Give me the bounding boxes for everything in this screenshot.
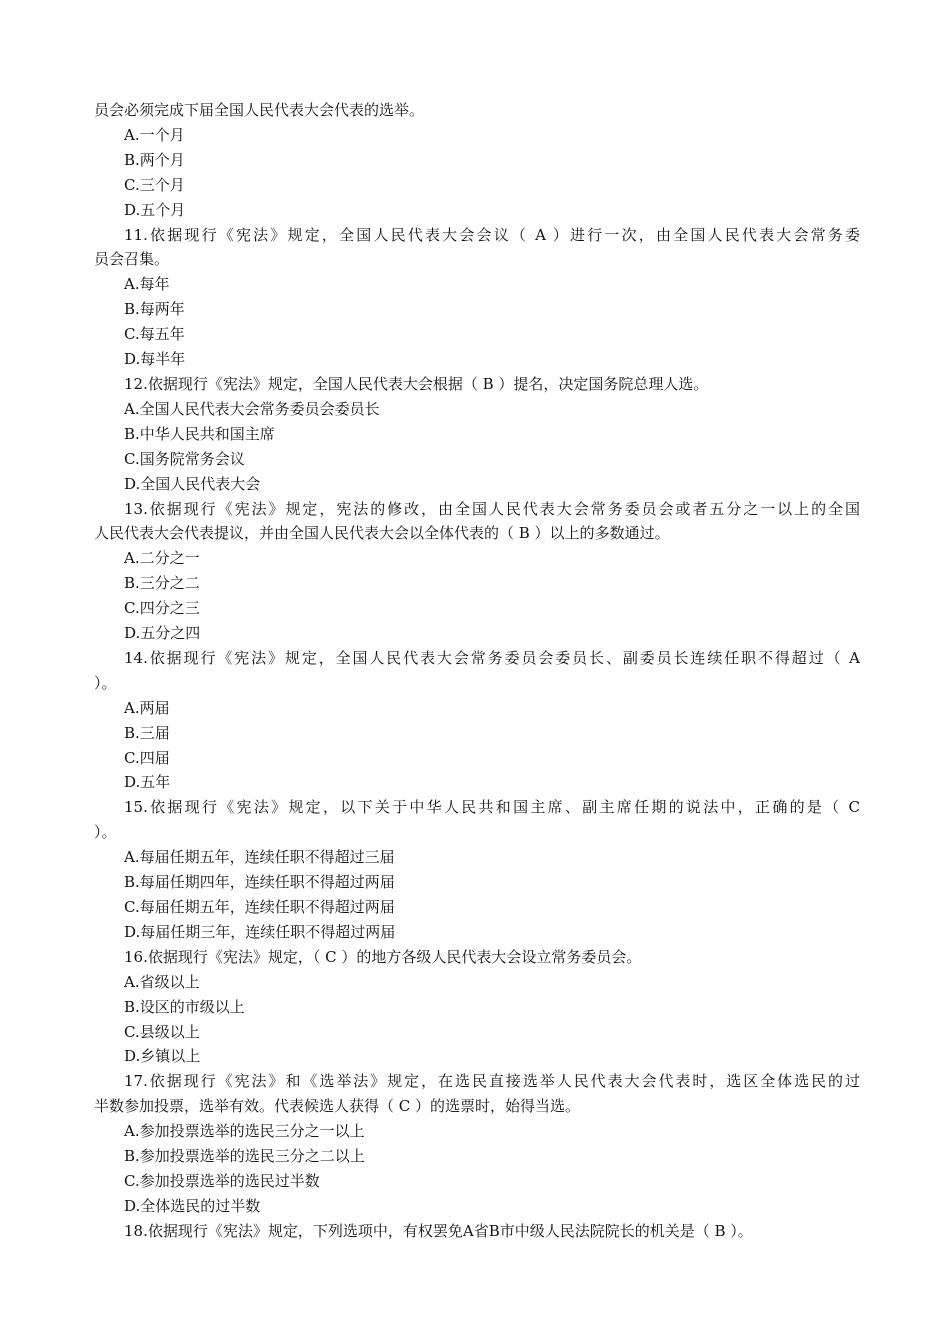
answer-option: B.每两年 <box>124 300 185 319</box>
answer-option: B.三届 <box>124 723 170 742</box>
answer-option: C.每五年 <box>124 325 185 344</box>
answer-option: C.三个月 <box>124 175 185 194</box>
answer-option: A.省级以上 <box>124 972 200 991</box>
answer-option: D.五年 <box>124 773 171 792</box>
answer-option: B.三分之二 <box>124 574 200 593</box>
question-stem-line: ）。 <box>94 823 117 842</box>
answer-option: B.参加投票选举的选民三分之二以上 <box>124 1147 365 1166</box>
answer-option: B.每届任期四年，连续任职不得超过两届 <box>124 873 395 892</box>
answer-option: D.每届任期三年，连续任职不得超过两届 <box>124 922 396 941</box>
answer-option: C.参加投票选举的选民过半数 <box>124 1171 320 1190</box>
answer-option: B.中华人民共和国主席 <box>124 424 275 443</box>
answer-option: D.五分之四 <box>124 624 201 643</box>
question-stem-line: 16.依据现行《宪法》规定，（ C ）的地方各级人民代表大会设立常务委员会。 <box>124 947 642 966</box>
answer-option: A.全国人民代表大会常务委员会委员长 <box>124 399 380 418</box>
answer-option: C.国务院常务会议 <box>124 449 245 468</box>
answer-option: B.两个月 <box>124 150 185 169</box>
question-stem-line: 半数参加投票，选举有效。代表候选人获得（ C ）的选票时，始得当选。 <box>94 1097 581 1116</box>
question-stem-line: 17.依据现行《宪法》和《选举法》规定，在选民直接选举人民代表大会代表时，选区全体选民的过 <box>124 1072 860 1091</box>
question-stem-line: 14.依据现行《宪法》规定，全国人民代表大会常务委员会委员长、副委员长连续任职不得超过（ A <box>124 648 860 667</box>
answer-option: C.每届任期五年，连续任职不得超过两届 <box>124 898 395 916</box>
answer-option: C.四届 <box>124 748 170 767</box>
question-block <box>94 372 860 497</box>
question-block <box>94 1069 860 1218</box>
document-page <box>94 98 860 1244</box>
answer-option: A.一个月 <box>124 125 185 144</box>
answer-option: A.两届 <box>124 698 170 717</box>
question-stem-line: 13.依据现行《宪法》规定，宪法的修改，由全国人民代表大会常务委员会或者五分之一以上的全国 <box>124 499 860 518</box>
question-stem-line: 员会召集。 <box>94 250 170 269</box>
answer-option: D.全国人民代表大会 <box>124 474 261 493</box>
question-block <box>94 223 860 372</box>
question-stem-line: 15.依据现行《宪法》规定，以下关于中华人民共和国主席、副主席任期的说法中，正确的是（ C <box>124 798 860 817</box>
question-block <box>94 795 860 944</box>
answer-option: A.二分之一 <box>124 549 200 568</box>
question-stem-line: 11.依据现行《宪法》规定，全国人民代表大会会议（ A ）进行一次，由全国人民代表大会常务委 <box>124 225 860 244</box>
answer-option: D.全体选民的过半数 <box>124 1196 261 1215</box>
question-stem-line: 12.依据现行《宪法》规定，全国人民代表大会根据（ B ）提名，决定国务院总理人选。 <box>124 374 709 393</box>
answer-option: D.每半年 <box>124 350 186 369</box>
answer-option: D.五个月 <box>124 200 186 219</box>
answer-option: A.每届任期五年，连续任职不得超过三届 <box>124 848 395 867</box>
question-block <box>94 98 860 223</box>
question-block <box>94 646 860 795</box>
answer-option: C.四分之三 <box>124 599 200 618</box>
question-block <box>94 945 860 1070</box>
question-block <box>94 1219 860 1244</box>
answer-option: B.设区的市级以上 <box>124 997 245 1016</box>
answer-option: A.参加投票选举的选民三分之一以上 <box>124 1122 365 1141</box>
question-block <box>94 497 860 646</box>
question-stem-line: 人民代表大会代表提议，并由全国人民代表大会以全体代表的（ B ）以上的多数通过。 <box>94 524 670 543</box>
answer-option: D.乡镇以上 <box>124 1047 201 1066</box>
answer-option: C.县级以上 <box>124 1022 200 1041</box>
question-stem-line: ）。 <box>94 673 117 692</box>
answer-option: A.每年 <box>124 275 170 294</box>
question-stem-line: 18.依据现行《宪法》规定，下列选项中，有权罢免A省B市中级人民法院院长的机关是（ B ）。 <box>124 1221 753 1240</box>
question-stem-line: 员会必须完成下届全国人民代表大会代表的选举。 <box>94 101 425 119</box>
